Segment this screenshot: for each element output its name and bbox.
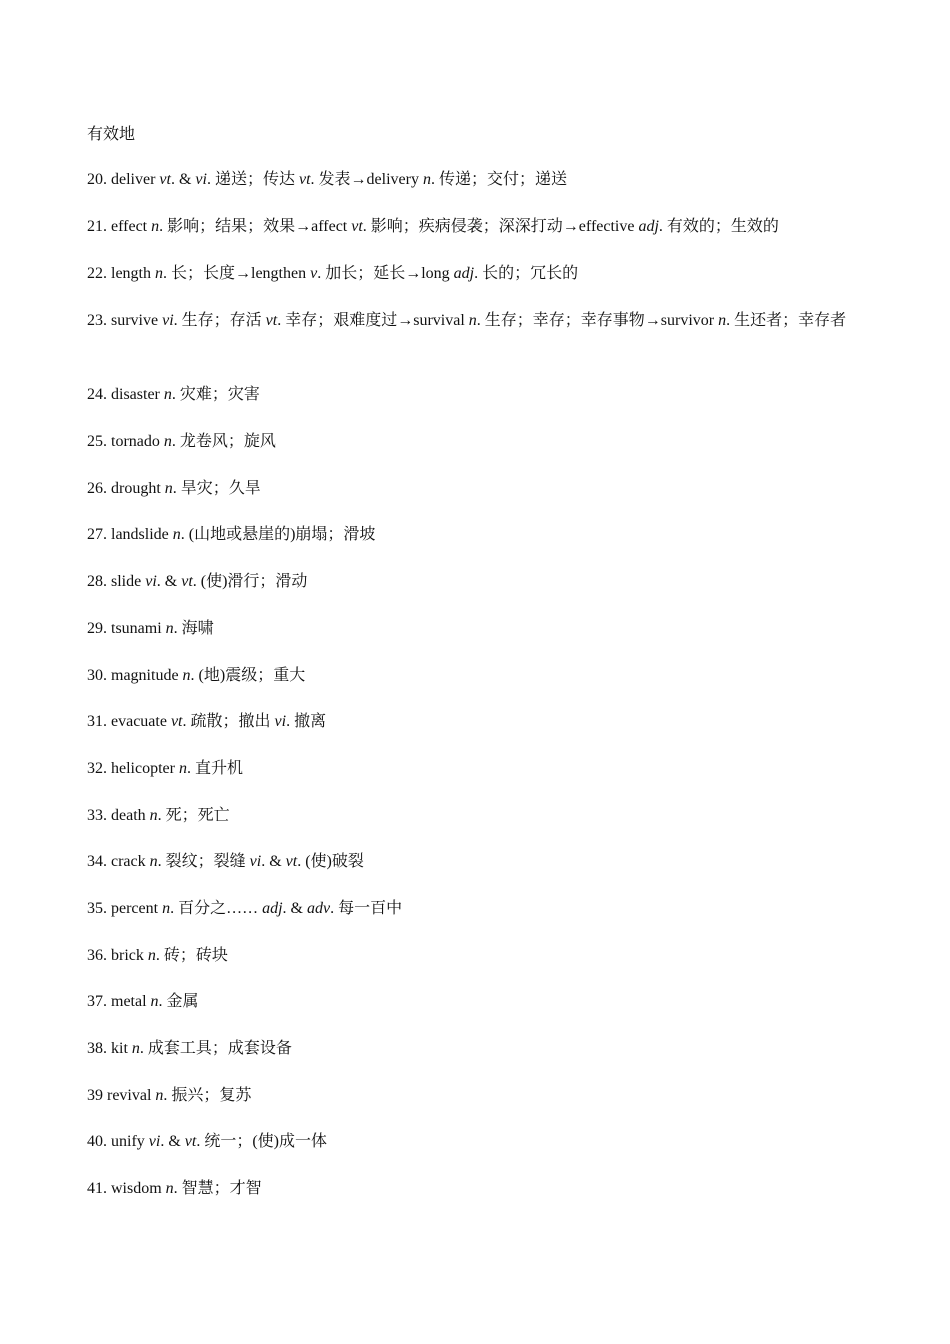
entry-text: 30. magnitude [87, 667, 183, 684]
entry-text: . (地)震级；重大 [190, 667, 306, 684]
entry-text: 32. helicopter [87, 760, 179, 777]
entry-text: . 生还者；幸存者 [726, 312, 847, 329]
entry-text: 26. drought [87, 480, 165, 497]
entry-text: 20. deliver [87, 171, 160, 188]
part-of-speech: vi [249, 853, 262, 870]
entry-text: . (使)滑行；滑动 [192, 573, 308, 590]
entry-text: . 成套工具；成套设备 [139, 1040, 292, 1057]
vocab-entry [87, 661, 867, 690]
vocab-entry [87, 259, 867, 288]
vocab-entry [87, 941, 867, 970]
part-of-speech: vt [159, 171, 171, 188]
entry-text: 25. tornado [87, 433, 164, 450]
part-of-speech: n [182, 667, 191, 684]
part-of-speech: n [178, 760, 187, 777]
entry-text: 23. survive [87, 312, 163, 329]
entry-text: . 传递；交付；递送 [430, 171, 567, 188]
part-of-speech: v [310, 265, 318, 282]
vocab-entry [87, 165, 867, 194]
entry-text: 36. brick [87, 947, 148, 964]
entry-text: . 智慧；才智 [173, 1180, 262, 1197]
entry-text: . 幸存；艰难度过→survival [277, 312, 469, 329]
entry-text: . & [156, 573, 182, 590]
part-of-speech: n [155, 265, 163, 282]
entry-text: 有效地 [87, 126, 136, 143]
entry-text: 28. slide [87, 573, 146, 590]
entry-text: . 每一百中 [330, 900, 403, 917]
entry-text: . 有效的；生效的 [658, 218, 779, 235]
part-of-speech: n [164, 480, 173, 497]
entry-text: . 灾难；灾害 [171, 386, 260, 403]
entry-text: . 发表→delivery [310, 171, 423, 188]
vocab-entry [87, 614, 867, 643]
part-of-speech: vt [285, 853, 298, 870]
entry-text: . & [261, 853, 286, 870]
entry-text: 40. unify [87, 1133, 149, 1150]
entry-text: . 加长；延长→long [317, 265, 454, 282]
vocab-entry [87, 894, 867, 923]
entry-text: 27. landslide [87, 526, 173, 543]
part-of-speech: n [162, 900, 171, 917]
vocab-entry [87, 1081, 867, 1110]
vocab-entry [87, 1174, 867, 1203]
vocab-entry [87, 212, 867, 241]
entry-text: . 影响；结果；效果→affect [159, 218, 352, 235]
part-of-speech: n [165, 1180, 174, 1197]
part-of-speech: vt [265, 312, 278, 329]
part-of-speech: n [165, 620, 174, 637]
part-of-speech: adj [638, 218, 659, 235]
entry-text: 24. disaster [87, 386, 164, 403]
entry-text: 37. metal [87, 993, 151, 1010]
entry-text: . & [282, 900, 307, 917]
part-of-speech: n [163, 433, 172, 450]
entry-text: . & [170, 171, 196, 188]
part-of-speech: vt [184, 1133, 197, 1150]
vocab-entry [87, 754, 867, 783]
part-of-speech: vi [162, 312, 174, 329]
part-of-speech: adj [453, 265, 475, 282]
part-of-speech: adj [262, 900, 283, 917]
entry-text: . 生存；存活 [173, 312, 266, 329]
entry-text: 33. death [87, 807, 150, 824]
entry-text: . 长；长度→lengthen [163, 265, 311, 282]
entry-text: . & [160, 1133, 185, 1150]
entry-text: . 撤离 [286, 713, 327, 730]
vocab-entry [87, 567, 867, 596]
entry-text: . 砖；砖块 [155, 947, 228, 964]
entry-text: . (山地或悬崖的)崩塌；滑坡 [180, 526, 376, 543]
part-of-speech: n [422, 171, 431, 188]
entry-text: . 长的；冗长的 [474, 265, 579, 282]
entry-text: . 统一；(使)成一体 [196, 1133, 327, 1150]
part-of-speech: n [150, 993, 159, 1010]
entry-text: . 裂纹；裂缝 [157, 853, 250, 870]
entry-text: 41. wisdom [87, 1180, 166, 1197]
part-of-speech: vi [148, 1133, 161, 1150]
entry-text: . 影响；疾病侵袭；深深打动→effective [362, 218, 639, 235]
part-of-speech: n [149, 807, 158, 824]
entry-text: . 疏散；撤出 [182, 713, 275, 730]
part-of-speech: n [151, 218, 160, 235]
part-of-speech: n [172, 526, 181, 543]
part-of-speech: vi [195, 171, 207, 188]
vocab-entry [87, 847, 867, 876]
entry-text: 21. effect [87, 218, 152, 235]
part-of-speech: n [163, 386, 172, 403]
vocab-entry [87, 1034, 867, 1063]
entry-text: 39 revival [87, 1087, 156, 1104]
entry-text: . 直升机 [186, 760, 243, 777]
vocab-entry [87, 1127, 867, 1156]
part-of-speech: vt [170, 713, 183, 730]
vocab-entry [87, 306, 867, 335]
part-of-speech: n [718, 312, 727, 329]
vocab-entry [87, 707, 867, 736]
entry-text: 34. crack [87, 853, 150, 870]
entry-text: 38. kit [87, 1040, 132, 1057]
entry-text: . 龙卷风；旋风 [171, 433, 276, 450]
part-of-speech: vt [298, 171, 311, 188]
entry-text: 31. evacuate [87, 713, 171, 730]
part-of-speech: n [149, 853, 158, 870]
entry-text: . 生存；幸存；幸存事物→survivor [476, 312, 719, 329]
entry-text: 35. percent [87, 900, 163, 917]
part-of-speech: vt [351, 218, 363, 235]
vocab-entry [87, 427, 867, 456]
entry-text: . 百分之…… [170, 900, 263, 917]
entry-text: 29. tsunami [87, 620, 166, 637]
part-of-speech: vi [145, 573, 157, 590]
vocab-entry [87, 520, 867, 549]
part-of-speech: n [147, 947, 156, 964]
part-of-speech: n [155, 1087, 164, 1104]
entry-text: . 旱灾；久旱 [172, 480, 261, 497]
entry-text: . 海啸 [173, 620, 214, 637]
part-of-speech: n [131, 1040, 140, 1057]
continued-text-line [87, 120, 867, 149]
vocab-entry [87, 801, 867, 830]
entry-text: . 死；死亡 [157, 807, 230, 824]
vocab-entry [87, 987, 867, 1016]
part-of-speech: vt [181, 573, 193, 590]
part-of-speech: n [468, 312, 477, 329]
vocab-entry [87, 380, 867, 409]
entry-text: . 金属 [158, 993, 199, 1010]
entry-text: . 振兴；复苏 [163, 1087, 252, 1104]
part-of-speech: vi [274, 713, 287, 730]
part-of-speech: adv [307, 900, 331, 917]
entry-text: . (使)破裂 [297, 853, 364, 870]
entry-text: 22. length [87, 265, 155, 282]
vocab-entry [87, 474, 867, 503]
entry-text: . 递送；传达 [206, 171, 299, 188]
